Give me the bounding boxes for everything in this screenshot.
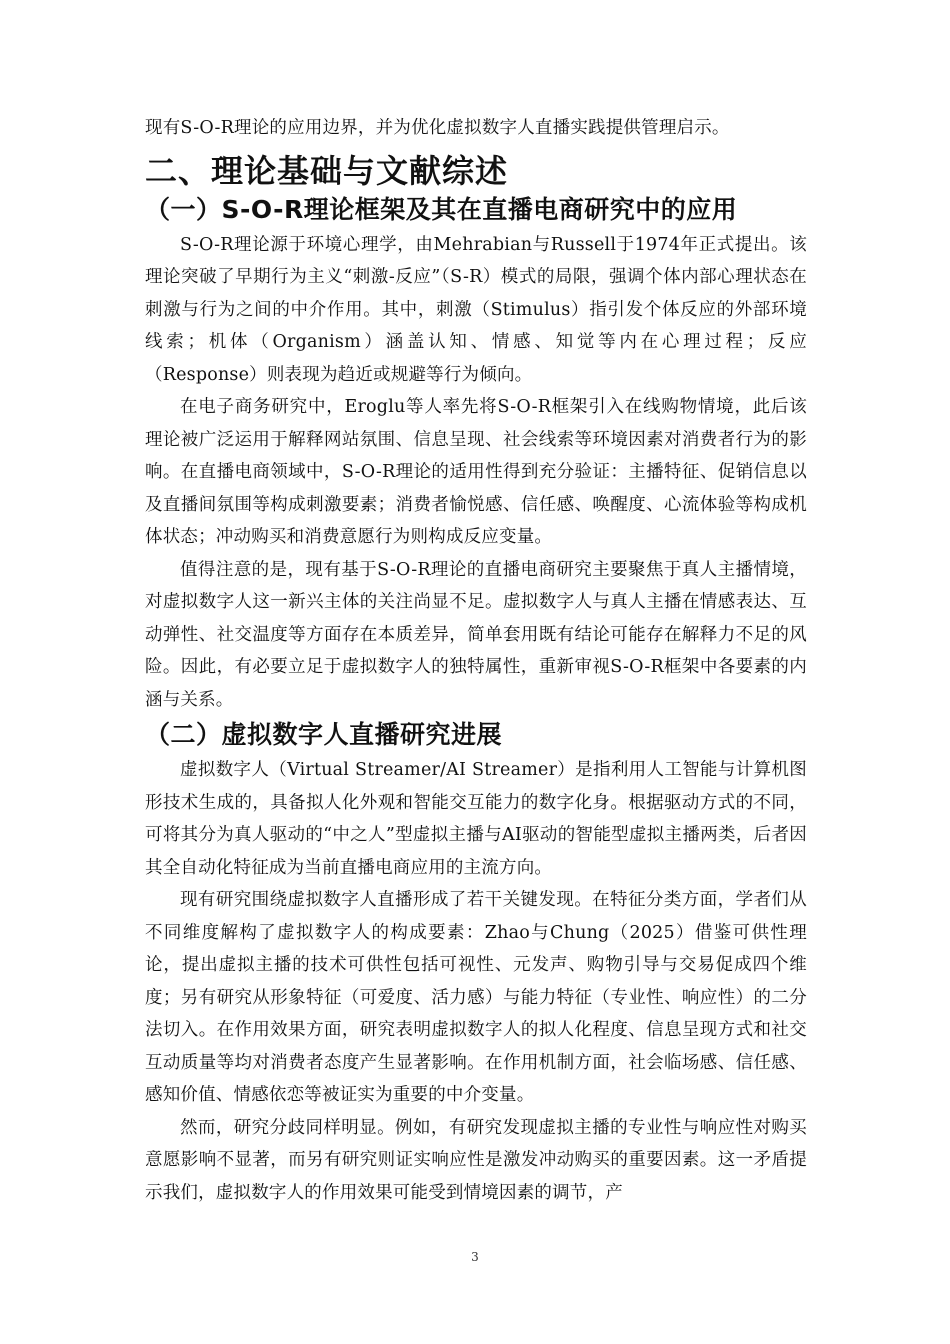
subsection-2-paragraph-2: 现有研究围绕虚拟数字人直播形成了若干关键发现。在特征分类方面，学者们从不同维度解构了虚拟数字人的构成要素：Zhao与Chung（2025）借鉴可供性理论，提出虚拟主播的技术可供性包括可视性、元发声、购物引导与交易促成四个维度；另有研究从形象特征（可爱度、活力感）与能力特征（专业性、响应性）的二分法切入。在作用效果方面，研究表明虚拟数字人的拟人化程度、信息呈现方式和社交互动质量等均对消费者态度产生显著影响。在作用机制方面，社会临场感、信任感、感知价值、情感依恋等被证实为重要的中介变量。 [145, 890, 807, 1105]
page-number: 3 [471, 1250, 479, 1264]
subsection-2-title: （二）虚拟数字人直播研究进展 [145, 720, 503, 749]
section-title: 二、理论基础与文献综述 [145, 151, 509, 190]
intro-tail-paragraph: 现有S-O-R理论的应用边界，并为优化虚拟数字人直播实践提供管理启示。 [145, 118, 730, 138]
subsection-2-paragraph-1: 虚拟数字人（Virtual Streamer/AI Streamer）是指利用人工智能与计算机图形技术生成的，具备拟人化外观和智能交互能力的数字化身。根据驱动方式的不同，可将其分为真人驱动的“中之人”型虚拟主播与AI驱动的智能型虚拟主播两类，后者因其全自动化特征成为当前直播电商应用的主流方向。 [145, 760, 807, 878]
subsection-1-paragraph-1: S-O-R理论源于环境心理学，由Mehrabian与Russell于1974年正式提出。该理论突破了早期行为主义“刺激-反应”（S-R）模式的局限，强调个体内部心理状态在刺激与行为之间的中介作用。其中，刺激（Stimulus）指引发个体反应的外部环境线索；机体（Organism）涵盖认知、情感、知觉等内在心理过程；反应（Response）则表现为趋近或规避等行为倾向。 [145, 234, 807, 385]
subsection-1-paragraph-3: 值得注意的是，现有基于S-O-R理论的直播电商研究主要聚焦于真人主播情境，对虚拟数字人这一新兴主体的关注尚显不足。虚拟数字人与真人主播在情感表达、互动弹性、社交温度等方面存在本质差异，简单套用既有结论可能存在解释力不足的风险。因此，有必要立足于虚拟数字人的独特属性，重新审视S-O-R框架中各要素的内涵与关系。 [145, 559, 807, 710]
subsection-1-paragraph-2: 在电子商务研究中，Eroglu等人率先将S-O-R框架引入在线购物情境，此后该理论被广泛运用于解释网站氛围、信息呈现、社会线索等环境因素对消费者行为的影响。在直播电商领域中，S-O-R理论的适用性得到充分验证：主播特征、促销信息以及直播间氛围等构成刺激要素；消费者愉悦感、信任感、唤醒度、心流体验等构成机体状态；冲动购买和消费意愿行为则构成反应变量。 [145, 397, 807, 547]
subsection-1-title: （一）S-O-R理论框架及其在直播电商研究中的应用 [145, 194, 738, 224]
document-page [145, 112, 807, 1209]
subsection-2-paragraph-3: 然而，研究分歧同样明显。例如，有研究发现虚拟主播的专业性与响应性对购买意愿影响不显著，而另有研究则证实响应性是激发冲动购买的重要因素。这一矛盾提示我们，虚拟数字人的作用效果可能受到情境因素的调节，产 [145, 1117, 807, 1203]
